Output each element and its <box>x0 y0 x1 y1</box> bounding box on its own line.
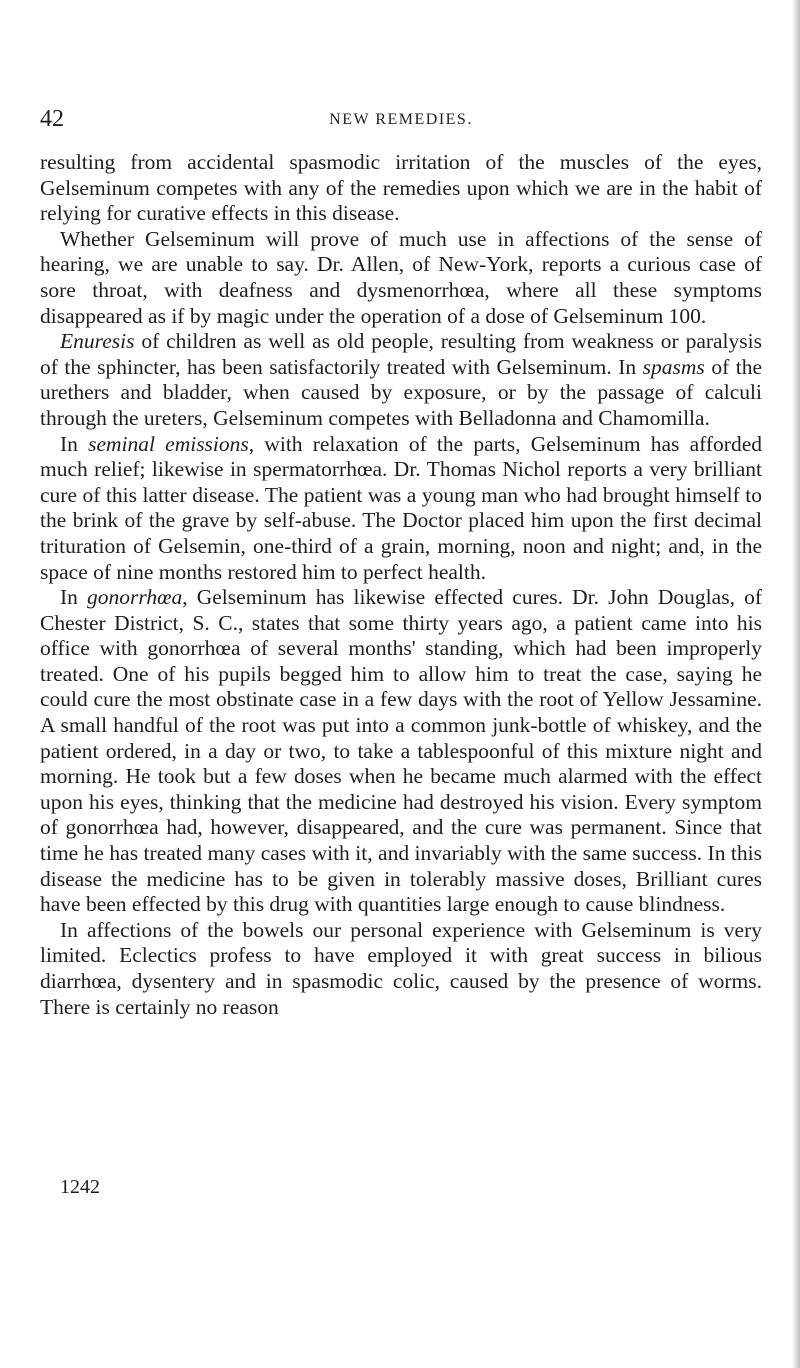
signature-mark: 1242 <box>60 1176 100 1198</box>
paragraph-bowels: In affections of the bowels our personal experience with Gelseminum is very limited. Eclectics profess to have employed it with great success in bilious diarrhœa, dysentery and in spasmodic colic, caused by the presence of worms. There is certainly no reason <box>40 917 762 1019</box>
paragraph-enuresis: Enuresis of children as well as old people, resulting from weakness or paralysis of the sphincter, has been satisfactorily treated with Gelseminum. In spasms of the urethers and bladder, when caused by exposure, or by the passage of calculi through the ureters, Gelseminum competes with Belladonna and Chamomilla. <box>40 329 762 430</box>
page-header <box>40 104 762 138</box>
term-enuresis: Enuresis <box>60 329 135 354</box>
paragraph-gonorrhoea: In gonorrhœa, Gelseminum has likewise effected cures. Dr. John Douglas, of Chester District, S. C., states that some thirty years ago, a patient came into his office with gonorrhœa of several months' standing, which had been improperly treated. One of his pupils begged him to allow him to treat the case, saying he could cure the most obstinate case in a few days with the root of Yellow Jessamine. A small handful of the root was put into a common junk-bottle of whiskey, and the patient ordered, in a day or two, to take a tablespoonful of this mixture night and morning. He took but a few doses when he became much alarmed with the effect upon his eyes, thinking that the medicine had destroyed his vision. Every symptom of gonorrhœa had, however, disappeared, and the cure was permanent. Since that time he has treated many cases with it, and invariably with the same success. In this disease the medicine has to be given in tolerably massive doses, Brilliant cures have been effected by this drug with quantities large enough to cause blindness. <box>40 585 762 917</box>
term-seminal-emissions: seminal emissions <box>88 431 249 456</box>
body-text <box>40 150 762 1020</box>
paragraph-seminal-emissions: In seminal emissions, with relaxation of the parts, Gelseminum has afforded much relief; likewise in spermatorrhœa. Dr. Thomas Nichol reports a very brilliant cure of this latter disease. The patient was a young man who had brought himself to the brink of the grave by self-abuse. The Doctor placed him upon the first decimal trituration of Gelsemin, one-third of a grain, morning, noon and night; and, in the space of nine months restored him to perfect health. <box>40 431 762 584</box>
page-number: 42 <box>40 106 64 132</box>
page-edge-shadow <box>792 0 800 1368</box>
paragraph-continuation: resulting from accidental spasmodic irritation of the muscles of the eyes, Gelseminum competes with any of the remedies upon which we are in the habit of relying for curative effects in this disease. <box>40 150 762 226</box>
term-spasms: spasms <box>642 354 705 379</box>
term-gonorrhoea: gonorrhœa <box>87 585 183 610</box>
running-head: NEW REMEDIES. <box>329 111 473 128</box>
paragraph-hearing: Whether Gelseminum will prove of much use in affections of the sense of hearing, we are unable to say. Dr. Allen, of New-York, reports a curious case of sore throat, with deafness and dysmenorrhœa, where all these symptoms disappeared as if by magic under the operation of a dose of Gelseminum 100. <box>40 226 762 328</box>
